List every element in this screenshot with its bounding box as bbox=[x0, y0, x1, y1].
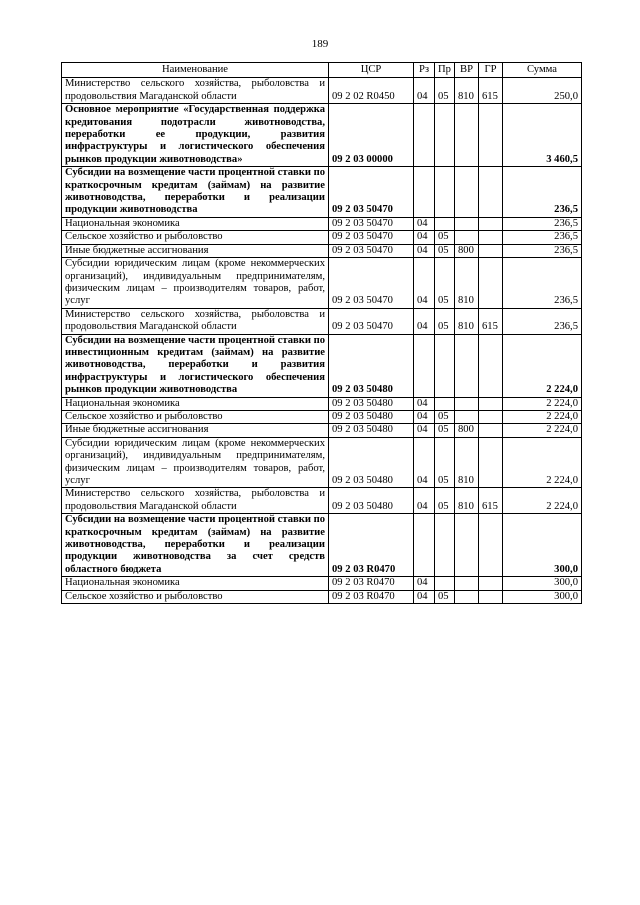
cell-pr: 05 bbox=[435, 244, 455, 257]
cell-csr: 09 2 03 R0470 bbox=[329, 577, 414, 590]
cell-pr: 05 bbox=[435, 78, 455, 104]
table-row bbox=[62, 577, 582, 590]
cell-pr bbox=[435, 167, 455, 218]
cell-gr bbox=[479, 258, 503, 309]
cell-sum: 2 224,0 bbox=[503, 334, 582, 397]
cell-name: Иные бюджетные ассигнования bbox=[62, 244, 329, 257]
cell-gr bbox=[479, 217, 503, 230]
cell-csr: 09 2 03 50470 bbox=[329, 231, 414, 244]
cell-vr bbox=[455, 514, 479, 577]
cell-pr: 05 bbox=[435, 258, 455, 309]
cell-sum: 2 224,0 bbox=[503, 488, 582, 514]
cell-gr bbox=[479, 104, 503, 167]
cell-name: Субсидии на возмещение части процентной ставки по инвестиционным кредитам (займам) на развитие животноводства, переработки и развития инфраструктуры и логистического обеспечения рынков продукции животноводства bbox=[62, 334, 329, 397]
cell-gr: 615 bbox=[479, 488, 503, 514]
cell-vr bbox=[455, 217, 479, 230]
cell-csr: 09 2 03 00000 bbox=[329, 104, 414, 167]
cell-vr: 800 bbox=[455, 244, 479, 257]
cell-name: Иные бюджетные ассигнования bbox=[62, 424, 329, 437]
cell-vr: 810 bbox=[455, 78, 479, 104]
cell-sum: 236,5 bbox=[503, 258, 582, 309]
cell-vr: 800 bbox=[455, 424, 479, 437]
cell-pr: 05 bbox=[435, 437, 455, 488]
cell-vr bbox=[455, 334, 479, 397]
table-row bbox=[62, 104, 582, 167]
table-row bbox=[62, 437, 582, 488]
table-row bbox=[62, 514, 582, 577]
cell-gr bbox=[479, 410, 503, 423]
cell-pr bbox=[435, 334, 455, 397]
cell-csr: 09 2 03 50480 bbox=[329, 437, 414, 488]
cell-rz: 04 bbox=[414, 258, 435, 309]
cell-csr: 09 2 03 50470 bbox=[329, 244, 414, 257]
cell-sum: 236,5 bbox=[503, 231, 582, 244]
table-row bbox=[62, 308, 582, 334]
cell-vr bbox=[455, 590, 479, 603]
cell-name: Национальная экономика bbox=[62, 397, 329, 410]
cell-sum: 236,5 bbox=[503, 308, 582, 334]
cell-sum: 300,0 bbox=[503, 590, 582, 603]
cell-sum: 300,0 bbox=[503, 514, 582, 577]
cell-sum: 236,5 bbox=[503, 244, 582, 257]
cell-gr bbox=[479, 231, 503, 244]
table-row bbox=[62, 244, 582, 257]
table-row bbox=[62, 590, 582, 603]
cell-rz: 04 bbox=[414, 308, 435, 334]
cell-pr: 05 bbox=[435, 424, 455, 437]
cell-rz bbox=[414, 167, 435, 218]
cell-rz: 04 bbox=[414, 437, 435, 488]
cell-pr: 05 bbox=[435, 488, 455, 514]
cell-gr: 615 bbox=[479, 78, 503, 104]
cell-sum: 2 224,0 bbox=[503, 397, 582, 410]
cell-vr bbox=[455, 577, 479, 590]
table-row bbox=[62, 334, 582, 397]
cell-pr: 05 bbox=[435, 590, 455, 603]
cell-csr: 09 2 03 50470 bbox=[329, 258, 414, 309]
cell-gr bbox=[479, 334, 503, 397]
cell-rz bbox=[414, 514, 435, 577]
budget-table bbox=[61, 62, 582, 604]
cell-gr: 615 bbox=[479, 308, 503, 334]
cell-gr bbox=[479, 577, 503, 590]
table-row bbox=[62, 397, 582, 410]
cell-vr: 810 bbox=[455, 437, 479, 488]
cell-rz: 04 bbox=[414, 78, 435, 104]
table-body bbox=[62, 78, 582, 604]
cell-rz: 04 bbox=[414, 577, 435, 590]
cell-rz: 04 bbox=[414, 217, 435, 230]
cell-rz: 04 bbox=[414, 424, 435, 437]
header-sum: Сумма bbox=[503, 63, 582, 78]
cell-name: Национальная экономика bbox=[62, 217, 329, 230]
table-row bbox=[62, 410, 582, 423]
page-number: 189 bbox=[311, 38, 329, 50]
cell-gr bbox=[479, 167, 503, 218]
cell-vr: 810 bbox=[455, 488, 479, 514]
cell-sum: 236,5 bbox=[503, 217, 582, 230]
cell-name: Субсидии на возмещение части процентной ставки по краткосрочным кредитам (займам) на развитие животноводства, переработки и реализации продукции животноводства bbox=[62, 167, 329, 218]
table-row bbox=[62, 78, 582, 104]
cell-pr bbox=[435, 397, 455, 410]
cell-name: Сельское хозяйство и рыболовство bbox=[62, 231, 329, 244]
table-row bbox=[62, 167, 582, 218]
cell-name: Министерство сельского хозяйства, рыболовства и продовольствия Магаданской области bbox=[62, 308, 329, 334]
cell-pr bbox=[435, 514, 455, 577]
table-row bbox=[62, 424, 582, 437]
cell-sum: 250,0 bbox=[503, 78, 582, 104]
cell-vr: 810 bbox=[455, 308, 479, 334]
cell-rz: 04 bbox=[414, 488, 435, 514]
cell-csr: 09 2 02 R0450 bbox=[329, 78, 414, 104]
cell-vr bbox=[455, 410, 479, 423]
header-name: Наименование bbox=[62, 63, 329, 78]
cell-vr bbox=[455, 397, 479, 410]
header-pr: Пр bbox=[435, 63, 455, 78]
cell-gr bbox=[479, 397, 503, 410]
cell-pr: 05 bbox=[435, 410, 455, 423]
cell-pr bbox=[435, 217, 455, 230]
cell-pr: 05 bbox=[435, 308, 455, 334]
cell-name: Национальная экономика bbox=[62, 577, 329, 590]
cell-gr bbox=[479, 244, 503, 257]
cell-csr: 09 2 03 50470 bbox=[329, 217, 414, 230]
cell-gr bbox=[479, 514, 503, 577]
cell-rz: 04 bbox=[414, 410, 435, 423]
header-rz: Рз bbox=[414, 63, 435, 78]
cell-name: Сельское хозяйство и рыболовство bbox=[62, 410, 329, 423]
cell-sum: 3 460,5 bbox=[503, 104, 582, 167]
cell-csr: 09 2 03 50470 bbox=[329, 308, 414, 334]
cell-pr: 05 bbox=[435, 231, 455, 244]
cell-name: Субсидии на возмещение части процентной ставки по краткосрочным кредитам (займам) на развитие животноводства, переработки и реализации продукции животноводства за счет средств областного бюджета bbox=[62, 514, 329, 577]
cell-name: Министерство сельского хозяйства, рыболовства и продовольствия Магаданской области bbox=[62, 78, 329, 104]
cell-csr: 09 2 03 50480 bbox=[329, 488, 414, 514]
cell-csr: 09 2 03 R0470 bbox=[329, 590, 414, 603]
table-row bbox=[62, 258, 582, 309]
cell-sum: 300,0 bbox=[503, 577, 582, 590]
cell-gr bbox=[479, 424, 503, 437]
header-gr: ГР bbox=[479, 63, 503, 78]
cell-vr bbox=[455, 104, 479, 167]
header-csr: ЦСР bbox=[329, 63, 414, 78]
cell-gr bbox=[479, 437, 503, 488]
table-header-row bbox=[62, 63, 582, 78]
cell-csr: 09 2 03 50480 bbox=[329, 424, 414, 437]
cell-rz bbox=[414, 104, 435, 167]
cell-csr: 09 2 03 50470 bbox=[329, 167, 414, 218]
cell-vr: 810 bbox=[455, 258, 479, 309]
table-row bbox=[62, 231, 582, 244]
cell-name: Основное мероприятие «Государственная поддержка кредитования подотрасли животноводства, переработки ее продукции, развития инфраструктуры и логистического обеспечения рынков продукции животноводства» bbox=[62, 104, 329, 167]
cell-name: Субсидии юридическим лицам (кроме некоммерческих организаций), индивидуальным предпринимателям, физическим лицам – производителям товаров, работ, услуг bbox=[62, 437, 329, 488]
cell-vr bbox=[455, 231, 479, 244]
table-row bbox=[62, 488, 582, 514]
cell-name: Субсидии юридическим лицам (кроме некоммерческих организаций), индивидуальным предпринимателям, физическим лицам – производителям товаров, работ, услуг bbox=[62, 258, 329, 309]
cell-sum: 2 224,0 bbox=[503, 424, 582, 437]
cell-csr: 09 2 03 50480 bbox=[329, 410, 414, 423]
cell-rz: 04 bbox=[414, 244, 435, 257]
cell-name: Сельское хозяйство и рыболовство bbox=[62, 590, 329, 603]
cell-pr bbox=[435, 104, 455, 167]
header-vr: ВР bbox=[455, 63, 479, 78]
cell-csr: 09 2 03 50480 bbox=[329, 397, 414, 410]
cell-rz: 04 bbox=[414, 590, 435, 603]
cell-rz: 04 bbox=[414, 397, 435, 410]
cell-sum: 2 224,0 bbox=[503, 410, 582, 423]
cell-sum: 236,5 bbox=[503, 167, 582, 218]
cell-sum: 2 224,0 bbox=[503, 437, 582, 488]
cell-name: Министерство сельского хозяйства, рыболовства и продовольствия Магаданской области bbox=[62, 488, 329, 514]
cell-csr: 09 2 03 R0470 bbox=[329, 514, 414, 577]
cell-vr bbox=[455, 167, 479, 218]
table-row bbox=[62, 217, 582, 230]
cell-rz: 04 bbox=[414, 231, 435, 244]
cell-rz bbox=[414, 334, 435, 397]
cell-csr: 09 2 03 50480 bbox=[329, 334, 414, 397]
cell-pr bbox=[435, 577, 455, 590]
cell-gr bbox=[479, 590, 503, 603]
